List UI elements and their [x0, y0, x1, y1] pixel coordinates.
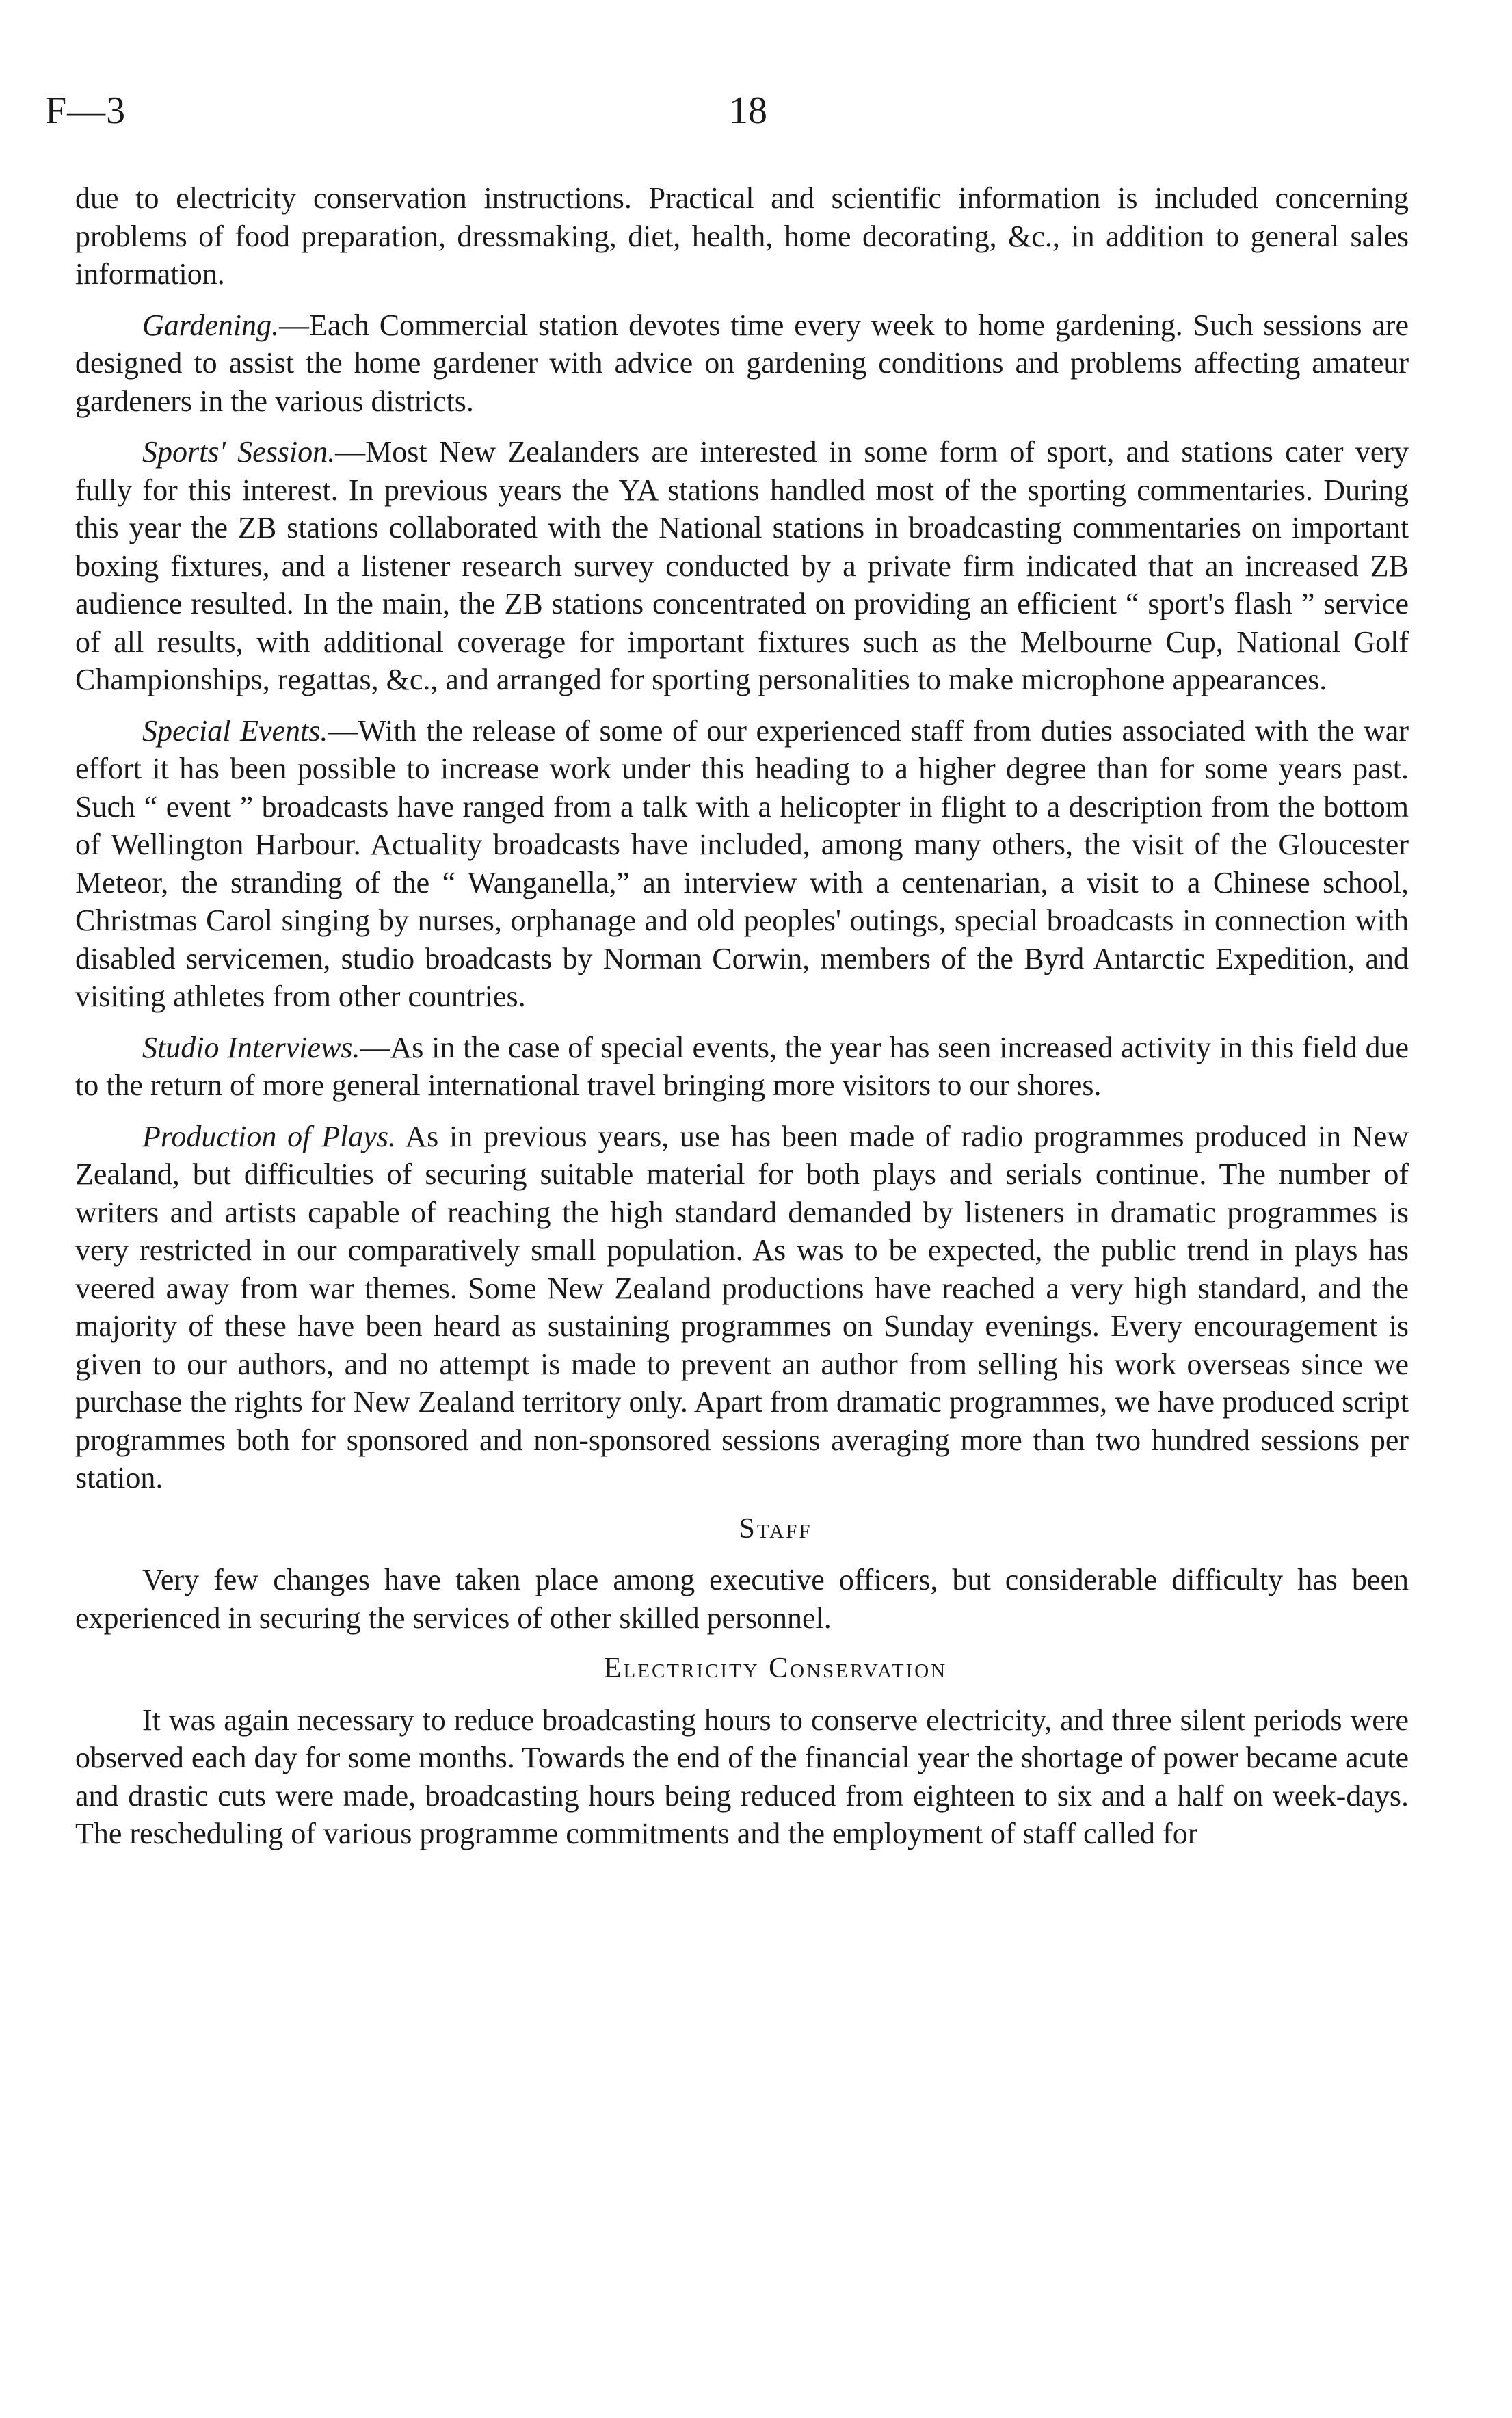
special-events-body: —With the release of some of our experienced staff from duties associated with the war effort it has been possible to increase work under this heading to a higher degree than for some years past. Such “ event ” broadcasts have ranged from a talk with a helicopter in flight to a description from the bottom of Wellington Harbour. Actuality broadcasts have included, among many others, the visit of the Gloucester Meteor, the stranding of the “ Wanganella,” an interview with a centenarian, a visit to a Chinese school, Christmas Carol singing by nurses, orphanage and old peoples' outings, special broadcasts in connection with disabled servicemen, studio broadcasts by Norman Corwin, members of the Byrd Antarctic Expedition, and visiting athletes from other countries.: [75, 713, 1409, 1013]
paragraph-intro-text: due to electricity conservation instructions. Practical and scientific information is included concerning problems of food preparation, dressmaking, diet, health, home decorating, &c., in addition to general sales information.: [75, 181, 1409, 291]
studio-interviews-lead: Studio Interviews.: [142, 1030, 360, 1064]
paragraph-electricity-conservation: [75, 1701, 1409, 1853]
paragraph-production-of-plays: [75, 1118, 1409, 1497]
gardening-body: —Each Commercial station devotes time every week to home gardening. Such sessions are designed to assist the home gardener with advice on gardening conditions and problems affecting amateur gardeners in the various districts.: [75, 308, 1409, 418]
document-code: F—3: [45, 90, 127, 132]
electricity-conservation-body: It was again necessary to reduce broadcasting hours to conserve electricity, and three silent periods were observed each day for some months. Towards the end of the financial year the shortage of power became acute and drastic cuts were made, broadcasting hours being reduced from eighteen to six and a half on week-days. The rescheduling of various programme commitments and the employment of staff called for: [75, 1703, 1409, 1850]
staff-heading: Staff: [739, 1512, 812, 1545]
production-of-plays-lead: Production of Plays.: [142, 1119, 396, 1153]
studio-interviews-body: —As in the case of special events, the year has seen increased activity in this field due to the return of more general international travel bringing more visitors to our shores.: [75, 1030, 1409, 1102]
staff-body: Very few changes have taken place among executive officers, but considerable difficulty has been experienced in securing the services of other skilled personnel.: [75, 1563, 1409, 1635]
paragraph-special-events: [75, 712, 1409, 1016]
sports-session-body: —Most New Zealanders are interested in some form of sport, and stations cater very fully for this interest. In previous years the YA stations handled most of the sporting commentaries. During this year the ZB stations collaborated with the National stations in broadcasting commentaries on important boxing fixtures, and a listener research survey conducted by a private firm indicated that an increased ZB audience resulted. In the main, the ZB stations concentrated on providing an efficient “ sport's flash ” service of all results, with additional coverage for important fixtures such as the Melbourne Cup, National Golf Championships, regattas, &c., and arranged for sporting personalities to make microphone appearances.: [75, 435, 1409, 696]
paragraph-studio-interviews: [75, 1029, 1409, 1105]
page-header: [45, 89, 1468, 144]
production-of-plays-body: As in previous years, use has been made of radio programmes produced in New Zealand, but difficulties of securing suitable material for both plays and serials continue. The number of writers and artists capable of reaching the high standard demanded by listeners in dramatic programmes is very restricted in our comparatively small population. As was to be expected, the public trend in plays has veered away from war themes. Some New Zealand productions have reached a very high standard, and the majority of these have been heard as sustaining programmes on Sunday evenings. Every encouragement is given to our authors, and no attempt is made to prevent an author from selling his work overseas since we purchase the rights for New Zealand territory only. Apart from dramatic programmes, we have produced script programmes both for sponsored and non-sponsored sessions averaging more than two hundred sessions per station.: [75, 1119, 1409, 1495]
electricity-conservation-heading: Electricity Conservation: [603, 1653, 948, 1684]
paragraph-gardening: [75, 306, 1409, 421]
paragraph-sports-session: [75, 433, 1409, 699]
page-number: 18: [729, 90, 767, 132]
sports-session-lead: Sports' Session.: [142, 435, 336, 469]
paragraph-staff: [75, 1561, 1409, 1637]
gardening-lead: Gardening.: [142, 308, 280, 342]
body-text: [75, 179, 1409, 1866]
paragraph-intro: [75, 179, 1409, 293]
special-events-lead: Special Events.: [142, 713, 328, 748]
